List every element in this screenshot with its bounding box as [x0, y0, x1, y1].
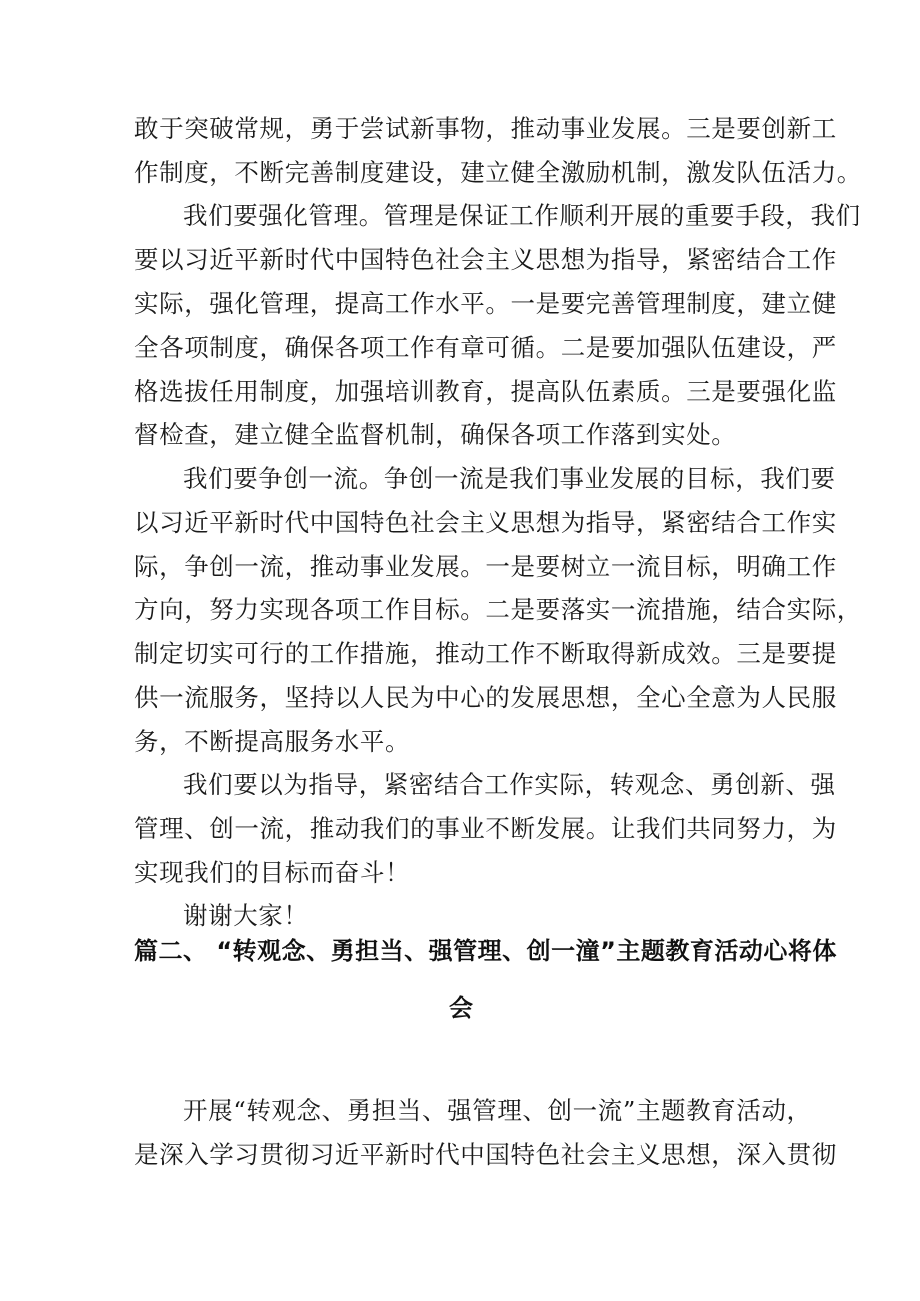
paragraph-line: 管理、创一流，推动我们的事业不断发展。让我们共同努力，为	[134, 814, 837, 843]
paragraph-line: 际，争创一流，推动事业发展。一是要树立一流目标，明确工作	[134, 552, 837, 581]
section-heading: 篇二、 “转观念、勇担当、强管理、创一潼”主题教育活动心将体	[134, 937, 837, 965]
paragraph-line: 实际，强化管理，提高工作水平。一是要完善管理制度，建立健	[134, 289, 837, 318]
paragraph-line: 要以习近平新时代中国特色社会主义思想为指导，紧密结合工作	[134, 245, 837, 274]
paragraph-line: 全各项制度，确保各项工作有章可循。二是要加强队伍建设，严	[134, 333, 837, 362]
paragraph-line: 是深入学习贯彻习近平新时代中国特色社会主义思想，深入贯彻	[134, 1140, 837, 1169]
paragraph-line: 开展“转观念、勇担当、强管理、创一流”主题教育活动，	[183, 1096, 812, 1125]
paragraph-line: 方向，努力实现各项工作目标。二是要落实一流措施，结合实际，	[134, 595, 862, 624]
paragraph-line: 我们要争创一流。争创一流是我们事业发展的目标，我们要	[183, 464, 836, 493]
paragraph-line: 敢于突破常规，勇于尝试新事物，推动事业发展。三是要创新工	[134, 114, 837, 143]
paragraph-line: 实现我们的目标而奋斗！	[134, 858, 411, 887]
paragraph-line: 格选拔任用制度，加强培训教育，提高队伍素质。三是要强化监	[134, 377, 837, 406]
section-heading-continuation: 会	[449, 994, 473, 1022]
paragraph-line: 供一流服务，坚持以人民为中心的发展思想，全心全意为人民服	[134, 683, 837, 712]
paragraph-line: 督检查，建立健全监督机制，确保各项工作落到实处。	[134, 420, 737, 449]
paragraph-line: 以习近平新时代中国特色社会主义思想为指导，紧密结合工作实	[134, 508, 837, 537]
paragraph-line: 我们要强化管理。管理是保证工作顺利开展的重要手段，我们	[183, 201, 861, 230]
closing-line: 谢谢大家！	[183, 901, 309, 930]
paragraph-line: 我们要以为指导，紧密结合工作实际，转观念、勇创新、强	[183, 770, 836, 799]
paragraph-line: 制定切实可行的工作措施，推动工作不断取得新成效。三是要提	[134, 639, 837, 668]
paragraph-line: 务，不断提高服务水平。	[134, 727, 411, 756]
paragraph-line: 作制度，不断完善制度建设，建立健全激励机制，激发队伍活力。	[134, 158, 862, 187]
